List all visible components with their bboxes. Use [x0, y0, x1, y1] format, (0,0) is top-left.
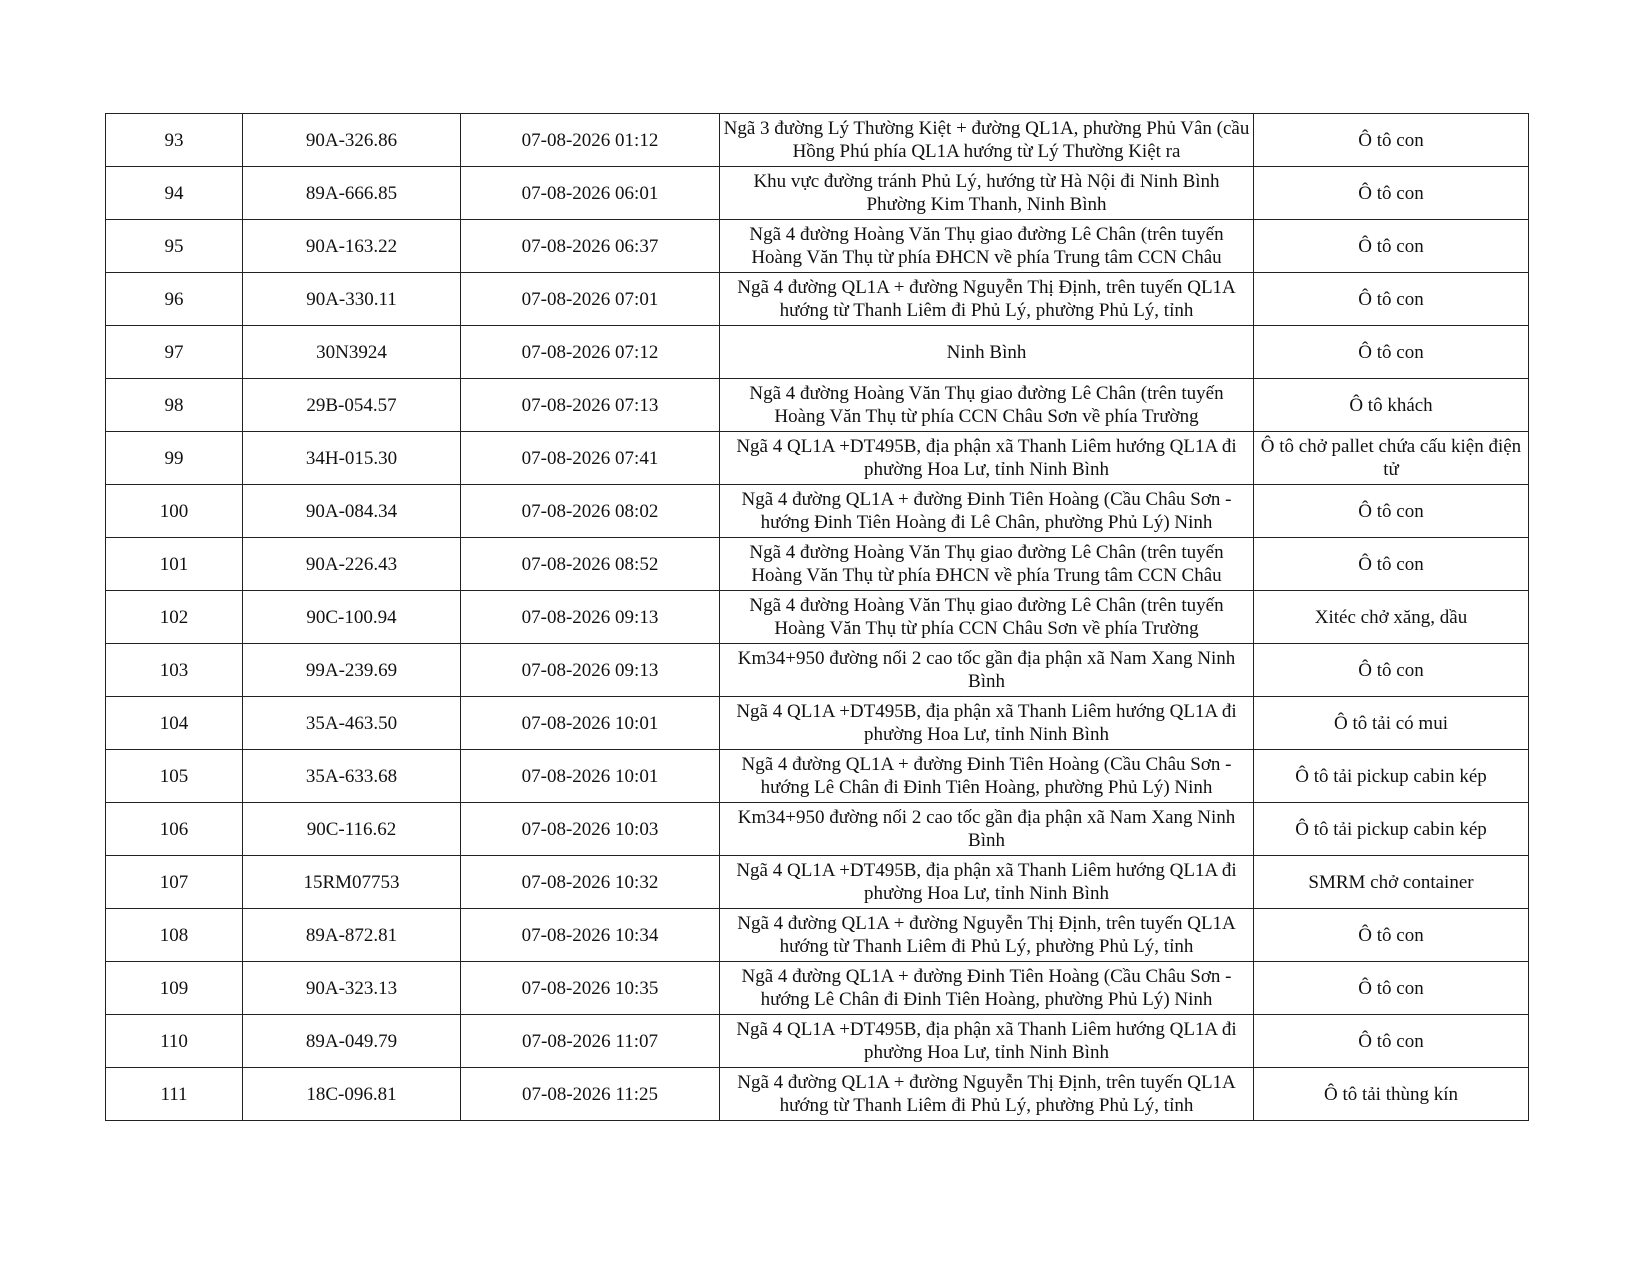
license-plate-cell: 99A-239.69: [243, 644, 461, 697]
vehicle-type-cell: Ô tô con: [1254, 644, 1529, 697]
table-row: [106, 1015, 1529, 1068]
license-plate-cell: 34H-015.30: [243, 432, 461, 485]
row-number-cell: 108: [106, 909, 243, 962]
license-plate-cell: 90A-326.86: [243, 114, 461, 167]
location-cell: [720, 538, 1254, 591]
table-row: [106, 909, 1529, 962]
violation-time-cell: 07-08-2026 06:01: [461, 167, 720, 220]
table-row: [106, 167, 1529, 220]
table-row: [106, 1068, 1529, 1121]
violation-time-cell: 07-08-2026 07:41: [461, 432, 720, 485]
table-row: [106, 591, 1529, 644]
violation-time-cell: 07-08-2026 08:52: [461, 538, 720, 591]
table-row: [106, 432, 1529, 485]
license-plate-cell: 18C-096.81: [243, 1068, 461, 1121]
vehicle-type-cell: SMRM chở container: [1254, 856, 1529, 909]
location-cell: [720, 591, 1254, 644]
location-cell: [720, 485, 1254, 538]
violation-time-cell: 07-08-2026 10:34: [461, 909, 720, 962]
table-row: [106, 538, 1529, 591]
vehicle-type-cell: Ô tô con: [1254, 273, 1529, 326]
violation-time-cell: 07-08-2026 06:37: [461, 220, 720, 273]
violation-time-cell: 07-08-2026 09:13: [461, 644, 720, 697]
table-row: [106, 273, 1529, 326]
table-row: [106, 485, 1529, 538]
location-text: Ngã 4 đường Hoàng Văn Thụ giao đường Lê Chân (trên tuyến Hoàng Văn Thụ từ phía ĐHCN về phía Trung tâm CCN Châu: [749, 224, 1224, 268]
vehicle-type-cell: Ô tô chở pallet chứa cấu kiện điện tử: [1254, 432, 1529, 485]
license-plate-cell: 90A-163.22: [243, 220, 461, 273]
license-plate-cell: 29B-054.57: [243, 379, 461, 432]
vehicle-type-cell: Ô tô con: [1254, 962, 1529, 1015]
vehicle-type-cell: Xitéc chở xăng, dầu: [1254, 591, 1529, 644]
license-plate-cell: 35A-463.50: [243, 697, 461, 750]
table-row: [106, 379, 1529, 432]
location-cell: [720, 644, 1254, 697]
location-cell: [720, 909, 1254, 962]
location-cell: [720, 379, 1254, 432]
table-row: [106, 220, 1529, 273]
vehicle-type-cell: Ô tô con: [1254, 220, 1529, 273]
location-text: Ngã 4 đường Hoàng Văn Thụ giao đường Lê Chân (trên tuyến Hoàng Văn Thụ từ phía CCN Châu Sơn về phía Trường: [749, 595, 1224, 639]
location-text: Ngã 3 đường Lý Thường Kiệt + đường QL1A, phường Phủ Vân (cầu Hồng Phú phía QL1A hướng từ Lý Thường Kiệt ra: [723, 118, 1250, 162]
location-cell: [720, 697, 1254, 750]
table-row: [106, 856, 1529, 909]
row-number-cell: 99: [106, 432, 243, 485]
table-row: [106, 697, 1529, 750]
vehicle-type-cell: Ô tô tải pickup cabin kép: [1254, 750, 1529, 803]
location-text: Ngã 4 QL1A +DT495B, địa phận xã Thanh Liêm hướng QL1A đi phường Hoa Lư, tỉnh Ninh Bình: [736, 701, 1237, 745]
row-number-cell: 93: [106, 114, 243, 167]
location-text: Ngã 4 đường Hoàng Văn Thụ giao đường Lê Chân (trên tuyến Hoàng Văn Thụ từ phía CCN Châu Sơn về phía Trường: [749, 383, 1224, 427]
location-cell: [720, 432, 1254, 485]
location-text: Ngã 4 đường QL1A + đường Đinh Tiên Hoàng (Cầu Châu Sơn - hướng Lê Chân đi Đinh Tiên Hoàng, phường Phủ Lý) Ninh: [741, 966, 1232, 1010]
violation-time-cell: 07-08-2026 09:13: [461, 591, 720, 644]
license-plate-cell: 30N3924: [243, 326, 461, 379]
location-text: Ngã 4 đường QL1A + đường Nguyễn Thị Định, trên tuyến QL1A hướng từ Thanh Liêm đi Phủ Lý, phường Phủ Lý, tỉnh: [737, 913, 1236, 957]
table-row: [106, 644, 1529, 697]
row-number-cell: 98: [106, 379, 243, 432]
table-row: [106, 750, 1529, 803]
table-body: [106, 114, 1529, 1121]
location-cell: [720, 962, 1254, 1015]
row-number-cell: 111: [106, 1068, 243, 1121]
location-text: Km34+950 đường nối 2 cao tốc gần địa phận xã Nam Xang Ninh Bình: [737, 807, 1236, 851]
location-cell: [720, 856, 1254, 909]
violation-time-cell: 07-08-2026 11:07: [461, 1015, 720, 1068]
license-plate-cell: 89A-049.79: [243, 1015, 461, 1068]
row-number-cell: 103: [106, 644, 243, 697]
violation-time-cell: 07-08-2026 10:03: [461, 803, 720, 856]
location-cell: [720, 273, 1254, 326]
vehicle-type-cell: Ô tô khách: [1254, 379, 1529, 432]
license-plate-cell: 90A-323.13: [243, 962, 461, 1015]
violation-time-cell: 07-08-2026 07:01: [461, 273, 720, 326]
location-text: Ngã 4 đường Hoàng Văn Thụ giao đường Lê Chân (trên tuyến Hoàng Văn Thụ từ phía ĐHCN về phía Trung tâm CCN Châu: [749, 542, 1224, 586]
row-number-cell: 102: [106, 591, 243, 644]
location-text: Ngã 4 đường QL1A + đường Đinh Tiên Hoàng (Cầu Châu Sơn - hướng Đinh Tiên Hoàng đi Lê Chân, phường Phủ Lý) Ninh: [741, 489, 1232, 533]
location-cell: [720, 750, 1254, 803]
row-number-cell: 100: [106, 485, 243, 538]
row-number-cell: 105: [106, 750, 243, 803]
violation-time-cell: 07-08-2026 08:02: [461, 485, 720, 538]
location-text: Khu vực đường tránh Phủ Lý, hướng từ Hà Nội đi Ninh Bình Phường Kim Thanh, Ninh Bình: [753, 171, 1220, 215]
vehicle-type-cell: Ô tô con: [1254, 909, 1529, 962]
violation-time-cell: 07-08-2026 10:01: [461, 697, 720, 750]
table-row: [106, 803, 1529, 856]
license-plate-cell: 89A-666.85: [243, 167, 461, 220]
violation-time-cell: 07-08-2026 07:12: [461, 326, 720, 379]
vehicle-type-cell: Ô tô tải pickup cabin kép: [1254, 803, 1529, 856]
row-number-cell: 94: [106, 167, 243, 220]
license-plate-cell: 35A-633.68: [243, 750, 461, 803]
violation-time-cell: 07-08-2026 10:01: [461, 750, 720, 803]
row-number-cell: 96: [106, 273, 243, 326]
table-row: [106, 962, 1529, 1015]
location-cell: [720, 114, 1254, 167]
license-plate-cell: 90A-226.43: [243, 538, 461, 591]
violation-time-cell: 07-08-2026 10:32: [461, 856, 720, 909]
table-row: [106, 326, 1529, 379]
location-text: Ngã 4 QL1A +DT495B, địa phận xã Thanh Liêm hướng QL1A đi phường Hoa Lư, tỉnh Ninh Bình: [736, 436, 1237, 480]
row-number-cell: 104: [106, 697, 243, 750]
license-plate-cell: 90C-116.62: [243, 803, 461, 856]
vehicle-type-cell: Ô tô con: [1254, 485, 1529, 538]
vehicle-type-cell: Ô tô con: [1254, 1015, 1529, 1068]
vehicle-type-cell: Ô tô tải có mui: [1254, 697, 1529, 750]
license-plate-cell: 90C-100.94: [243, 591, 461, 644]
location-cell: [720, 803, 1254, 856]
violation-time-cell: 07-08-2026 07:13: [461, 379, 720, 432]
location-cell: [720, 220, 1254, 273]
license-plate-cell: 15RM07753: [243, 856, 461, 909]
table-row: [106, 114, 1529, 167]
location-cell: [720, 326, 1254, 379]
license-plate-cell: 90A-084.34: [243, 485, 461, 538]
violation-time-cell: 07-08-2026 01:12: [461, 114, 720, 167]
row-number-cell: 110: [106, 1015, 243, 1068]
location-text: Ngã 4 QL1A +DT495B, địa phận xã Thanh Liêm hướng QL1A đi phường Hoa Lư, tỉnh Ninh Bình: [736, 1019, 1237, 1063]
location-text: Ngã 4 đường QL1A + đường Nguyễn Thị Định, trên tuyến QL1A hướng từ Thanh Liêm đi Phủ Lý, phường Phủ Lý, tỉnh: [737, 277, 1236, 321]
row-number-cell: 109: [106, 962, 243, 1015]
vehicle-type-cell: Ô tô con: [1254, 167, 1529, 220]
location-cell: [720, 167, 1254, 220]
row-number-cell: 106: [106, 803, 243, 856]
location-text: Ngã 4 đường QL1A + đường Nguyễn Thị Định, trên tuyến QL1A hướng từ Thanh Liêm đi Phủ Lý, phường Phủ Lý, tỉnh: [737, 1072, 1236, 1116]
location-text: Ngã 4 QL1A +DT495B, địa phận xã Thanh Liêm hướng QL1A đi phường Hoa Lư, tỉnh Ninh Bình: [736, 860, 1237, 904]
location-text: Ninh Bình: [946, 341, 1027, 363]
location-text: Ngã 4 đường QL1A + đường Đinh Tiên Hoàng (Cầu Châu Sơn - hướng Lê Chân đi Đinh Tiên Hoàng, phường Phủ Lý) Ninh: [741, 754, 1232, 798]
row-number-cell: 97: [106, 326, 243, 379]
vehicle-type-cell: Ô tô con: [1254, 326, 1529, 379]
vehicle-type-cell: Ô tô tải thùng kín: [1254, 1068, 1529, 1121]
vehicle-type-cell: Ô tô con: [1254, 114, 1529, 167]
location-cell: [720, 1015, 1254, 1068]
violation-table: [105, 113, 1529, 1121]
row-number-cell: 107: [106, 856, 243, 909]
row-number-cell: 95: [106, 220, 243, 273]
violation-time-cell: 07-08-2026 11:25: [461, 1068, 720, 1121]
vehicle-type-cell: Ô tô con: [1254, 538, 1529, 591]
license-plate-cell: 89A-872.81: [243, 909, 461, 962]
location-text: Km34+950 đường nối 2 cao tốc gần địa phận xã Nam Xang Ninh Bình: [737, 648, 1236, 692]
row-number-cell: 101: [106, 538, 243, 591]
violation-time-cell: 07-08-2026 10:35: [461, 962, 720, 1015]
license-plate-cell: 90A-330.11: [243, 273, 461, 326]
location-cell: [720, 1068, 1254, 1121]
